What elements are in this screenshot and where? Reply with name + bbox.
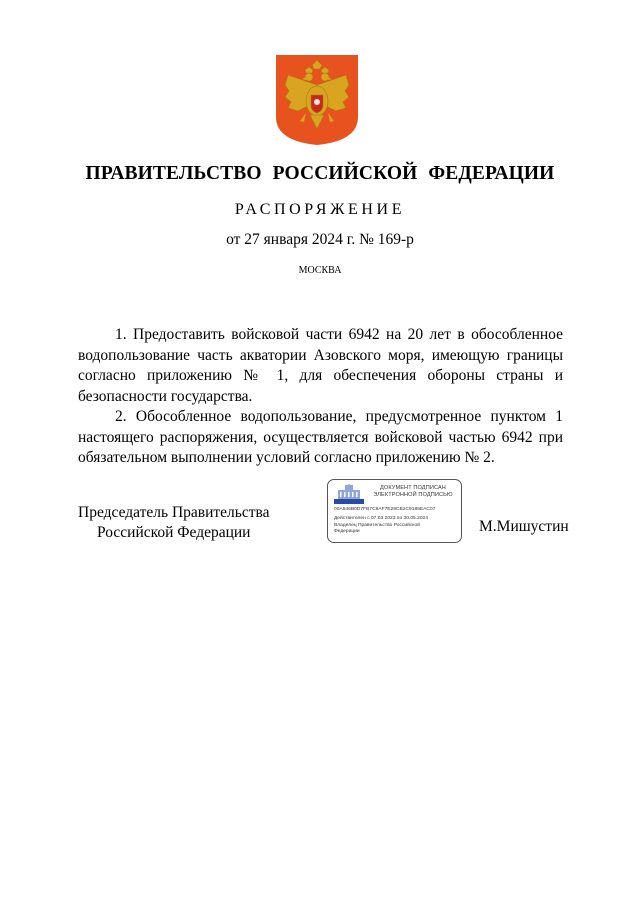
signer-position-line-1: Председатель Правительства	[78, 504, 270, 521]
stamp-owner-line-1: Владелец Правительство Российской	[334, 523, 420, 528]
stamp-certificate-serial: 00A546B0D7FB7C9AF7E29CB2C9185EAC07	[334, 507, 436, 512]
document-type: РАСПОРЯЖЕНИЕ	[234, 201, 406, 218]
document-city: МОСКВА	[298, 265, 342, 276]
coat-of-arms-emblem	[276, 55, 358, 145]
signer-position	[78, 503, 270, 543]
paragraph-2: 2. Обособленное водопользование, предусмотренное пунктом 1 настоящего распоряжения, осуществляется войсковой частью 6942 при обязательном выполнении условий согласно приложению № 2.	[78, 408, 563, 466]
paragraph-1: 1. Предоставить войсковой части 6942 на 20 лет в обособленное водопользование часть акватории Азовского моря, имеющую границы согласно приложению № 1, для обеспечения обороны страны и безопасности государства.	[78, 326, 563, 405]
stamp-owner-line-2: Федерации	[334, 529, 360, 534]
document-body	[78, 325, 563, 469]
signer-position-line-2: Российской Федерации	[97, 524, 251, 541]
double-headed-eagle-icon	[276, 55, 358, 145]
document-date-number: от 27 января 2024 г. № 169-р	[226, 231, 414, 248]
stamp-validity: Действителен с 07.03.2023 по 30.05.2024	[334, 516, 428, 521]
signer-name: М.Мишустин	[479, 518, 569, 535]
stamp-title	[366, 485, 460, 499]
stamp-title-line-2: ЭЛЕКТРОННОЙ ПОДПИСЬЮ	[373, 492, 453, 498]
government-building-icon	[334, 484, 364, 504]
stamp-title-line-1: ДОКУМЕНТ ПОДПИСАН	[380, 485, 446, 491]
electronic-signature-stamp	[327, 479, 462, 543]
government-title: ПРАВИТЕЛЬСТВО РОССИЙСКОЙ ФЕДЕРАЦИИ	[85, 163, 555, 184]
